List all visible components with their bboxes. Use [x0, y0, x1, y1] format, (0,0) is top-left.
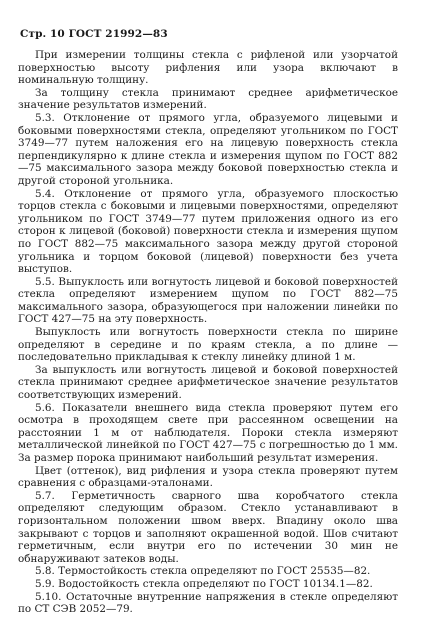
paragraph: 5.4. Отклонение от прямого угла, образуемого плоскостью торцов стекла с боковыми и лицевыми поверхностями, определяют угольником по ГОСТ 3749—77 путем приложения одного из его сторон к лицевой (боковой) поверхности стекла и измерения щупом по ГОСТ 882—75 максимального зазора между другой стороной угольника и торцом боковой (лицевой) поверхности без учета выступов.: [18, 187, 398, 276]
paragraph: 5.3. Отклонение от прямого угла, образуемого лицевыми и боковыми поверхностями стекла, определяют угольником по ГОСТ 3749—77 путем наложения его на лицевую поверхность стекла перпендикулярно к длине стекла и измерения щупом по ГОСТ 882—75 максимального зазора между боковой поверхностью стекла и другой стороной угольника.: [18, 111, 398, 187]
paragraph: 5.9. Водостойкость стекла определяют по ГОСТ 10134.1—82.: [35, 577, 373, 590]
paragraph: 5.8. Термостойкость стекла определяют по ГОСТ 25535—82.: [35, 565, 371, 578]
paragraph: За выпуклость или вогнутость лицевой и боковой поверхностей стекла принимают среднее арифметическое значение результатов соответствующих измерений.: [18, 363, 398, 402]
paragraph: При измерении толщины стекла с рифленой или узорчатой поверхностью высоту рифления или узора включают в номинальную толщину.: [18, 49, 398, 87]
page-header: Стр. 10 ГОСТ 21992—83: [20, 28, 168, 40]
paragraph: 5.6. Показатели внешнего вида стекла проверяют путем его осмотра в проходящем свете при рассеянном освещении на расстоянии 1 м от наблюдателя. Пороки стекла измеряют металлической линейкой по ГОСТ 427—75 с погрешностью до 1 мм. За размер порока принимают наибольший результат измерения.: [18, 401, 398, 464]
paragraph: Цвет (оттенок), вид рифления и узора стекла проверяют путем сравнения с образцами-эталонами.: [18, 464, 398, 490]
paragraph: 5.7. Герметичность сварного шва коробчатого стекла определяют следующим образом. Стекло устанавливают в горизонтальном положении швом вверх. Впадину около шва закрывают с торцов и заполняют окрашенной водой. Шов считают герметичным, если внутри его по истечении 30 мин не обнаруживают затеков воды.: [18, 489, 398, 565]
paragraph: 5.10. Остаточные внутренние напряжения в стекле определяют по СТ СЭВ 2052—79.: [18, 590, 398, 616]
paragraph: 5.5. Выпуклость или вогнутость лицевой и боковой поверхностей стекла определяют измерением щупом по ГОСТ 882—75 максимального зазора, образующегося при наложении линейки по ГОСТ 427—75 на эту поверхность.: [18, 275, 398, 326]
document-body: [18, 49, 398, 616]
paragraph: Выпуклость или вогнутость поверхности стекла по ширине определяют в середине и по краям стекла, а по длине — последовательно прикладывая к стеклу линейку длиной 1 м.: [18, 326, 398, 364]
paragraph: За толщину стекла принимают среднее арифметическое значение результатов измерений.: [18, 86, 398, 112]
